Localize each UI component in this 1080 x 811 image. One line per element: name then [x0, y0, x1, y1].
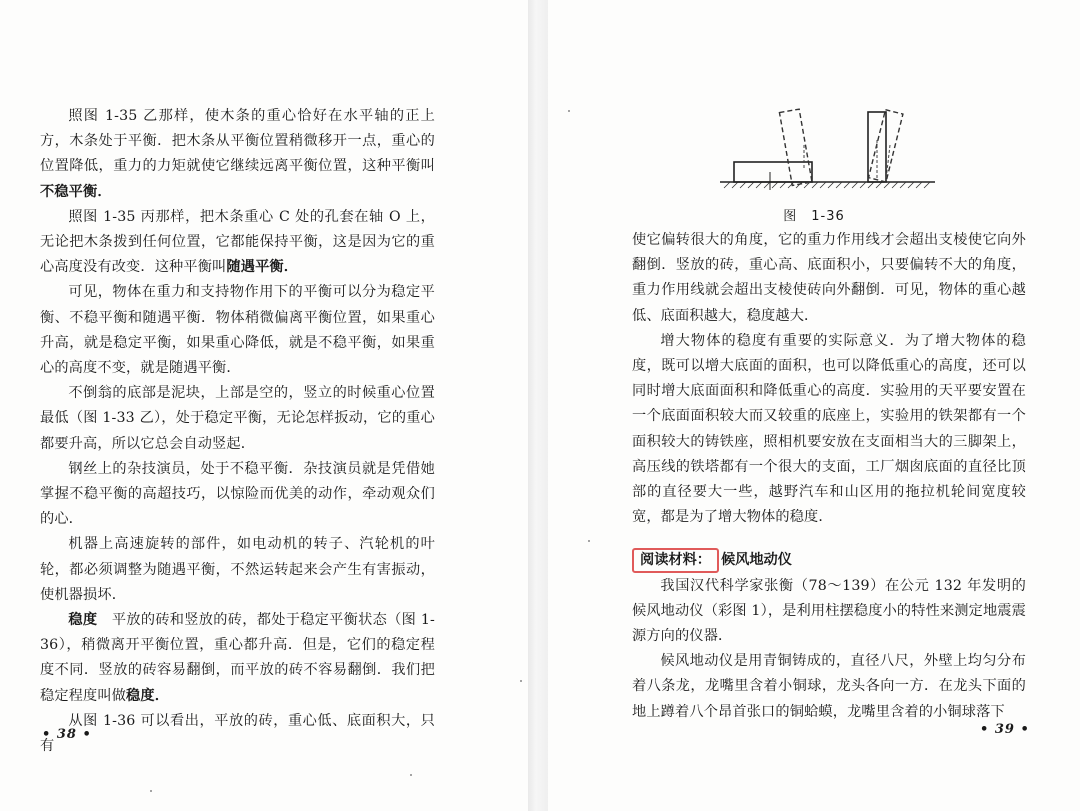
paragraph [40, 709, 435, 759]
scan-speck [568, 110, 570, 112]
paragraph [40, 280, 435, 381]
scan-speck [588, 540, 590, 542]
paragraph-text: 钢丝上的杂技演员，处于不稳平衡．杂技演员就是凭借她掌握不稳平衡的高超技巧，以惊险而优美的动作，牵动观众们的心． [40, 460, 435, 528]
left-page-body [40, 104, 435, 759]
section-term-stability: 稳度 [68, 612, 98, 629]
term-stability: 稳度． [126, 687, 170, 704]
scan-speck [150, 790, 152, 792]
paragraph [632, 574, 1026, 650]
reading-material-highlight: 阅读材料： [632, 548, 719, 573]
paragraph [40, 104, 435, 205]
reading-material-title: 候风地动仪 [720, 552, 792, 569]
page-number-left: • 38 • [42, 727, 92, 742]
right-page [548, 0, 1080, 811]
paragraph [40, 532, 435, 608]
paragraph-text: 不倒翁的底部是泥块，上部是空的，竖立的时候重心位置最低（图 1-33 乙），处于稳定平衡，无论怎样扳动，它的重心都要升高，所以它总会自动竖起． [40, 385, 435, 452]
paragraph-text: 从图 1-36 可以看出，平放的砖，重心低、底面积大，只有 [40, 712, 435, 755]
scan-speck [410, 774, 412, 776]
figure-bricks-illustration [720, 100, 935, 200]
paragraph-text: 照图 1-35 丙那样，把木条重心 C 处的孔套在轴 O 上，无论把木条拨到任何位置，它都能保持平衡，这是因为它的重心高度没有改变．这种平衡叫 [40, 208, 435, 276]
paragraph [40, 457, 435, 533]
figure-caption: 图 1-36 [783, 209, 845, 224]
paragraph [40, 608, 435, 709]
scan-speck [520, 680, 522, 682]
paragraph-text: 候风地动仪是用青铜铸成的，直径八尺，外壁上均匀分布着八条龙，龙嘴里含着小铜球，龙头各向一方．在龙头下面的地上蹲着八个昂首张口的铜蛤蟆，龙嘴里含着的小铜球落下 [632, 653, 1026, 720]
page-number-right: • 39 • [980, 722, 1030, 737]
paragraph [632, 329, 1026, 531]
left-page [0, 0, 528, 811]
book-gutter [528, 0, 548, 811]
term-neutral-equilibrium: 随遇平衡． [226, 259, 299, 276]
paragraph-text: 使它偏转很大的角度，它的重力作用线才会超出支棱使它向外翻倒．竖放的砖，重心高、底面积小，只要偏转不大的角度，重力作用线就会超出支棱使砖向外翻倒．可见，物体的重心越低、底面积越大，稳度越大． [632, 232, 1026, 324]
paragraph-text: 增大物体的稳度有重要的实际意义．为了增大物体的稳度，既可以增大底面的面积，也可以降低重心的高度，还可以同时增大底面面积和降低重心的高度．实验用的天平要安置在一个底面面积较大而又较重的底座上，实验用的铁架都有一个面积较大的铸铁座，照相机要安放在支面相当大的三脚架上，高压线的铁塔都有一个很大的支面，工厂烟囱底面的直径比顶部的直径要大一些，越野汽车和山区用的拖拉机轮间宽度较宽，都是为了增大物体的稳度． [632, 332, 1026, 526]
paragraph-text: 机器上高速旋转的部件，如电动机的转子、汽轮机的叶轮，都必须调整为随遇平衡，不然运转起来会产生有害振动，使机器损坏． [40, 536, 435, 603]
paragraph [632, 649, 1026, 725]
reading-material-heading [632, 548, 1026, 573]
paragraph-text: 我国汉代科学家张衡（78～139）在公元 132 年发明的候风地动仪（彩图 1），是利用柱摆稳度小的特性来测定地震震源方向的仪器． [632, 577, 1026, 645]
paragraph-text: 可见，物体在重力和支持物作用下的平衡可以分为稳定平衡、不稳平衡和随遇平衡．物体稍微偏离平衡位置，如果重心升高，就是稳定平衡，如果重心降低，就是不稳平衡，如果重心的高度不变，就是随遇平衡． [40, 284, 435, 377]
paragraph [40, 381, 435, 457]
paragraph-text: 平放的砖和竖放的砖，都处于稳定平衡状态（图 1-36），稍微离开平衡位置，重心都升高．但是，它们的稳定程度不同．竖放的砖容易翻倒，而平放的砖不容易翻倒．我们把稳定程度叫做 [40, 612, 435, 704]
paragraph [632, 228, 1026, 329]
paragraph-text: 照图 1-35 乙那样，使木条的重心恰好在水平轴的正上方，木条处于平衡．把木条从平衡位置稍微移开一点，重心的位置降低，重力的力矩就使它继续远离平衡位置，这种平衡叫 [40, 108, 435, 175]
term-unstable-equilibrium: 不稳平衡． [40, 183, 112, 200]
paragraph [40, 205, 435, 281]
right-page-body [632, 228, 1026, 725]
